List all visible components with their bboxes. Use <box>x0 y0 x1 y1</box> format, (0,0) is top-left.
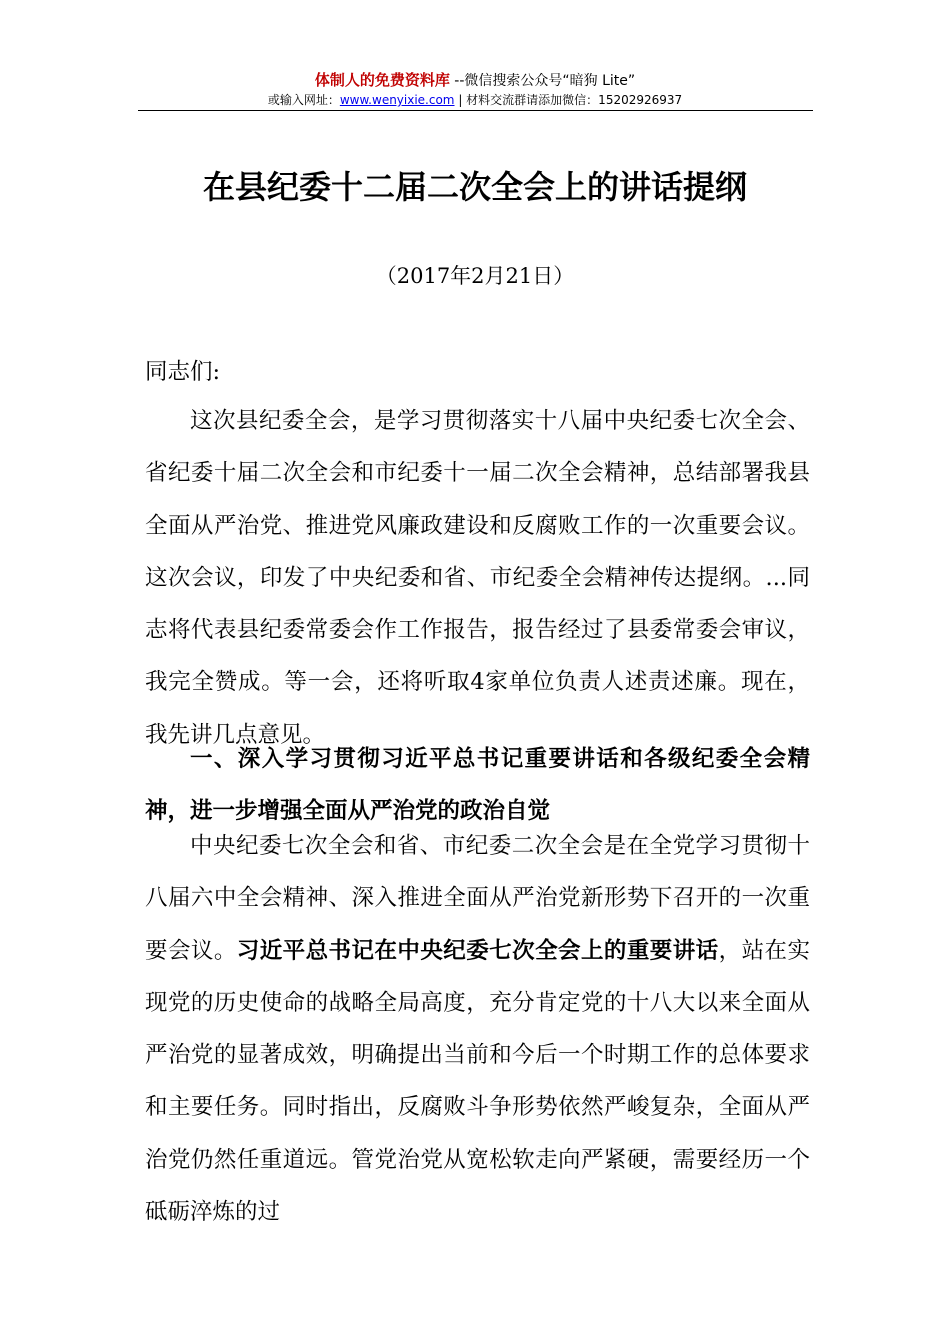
header-tagline: --微信搜索公众号“暗狗 Lite” <box>454 73 636 89</box>
page-header <box>0 70 950 109</box>
header-divider <box>138 110 813 111</box>
document-date: （2017年2月21日） <box>375 264 575 288</box>
document-title: 在县纪委十二届二次全会上的讲话提纲 <box>202 168 747 206</box>
brand-name: 体制人的免费资料库 <box>314 71 450 89</box>
salutation: 同志们: <box>145 359 221 385</box>
header-line-1 <box>0 70 950 91</box>
paragraph-section-1 <box>145 820 810 1238</box>
paragraph-intro: 这次县纪委全会，是学习贯彻落实十八届中央纪委七次全会、省纪委十届二次全会和市纪委十一届二次全会精神，总结部署我县全面从严治党、推进党风廉政建设和反腐败工作的一次重要会议。这次会议，印发了中央纪委和省、市纪委全会精神传达提纲。...同志将代表县纪委常委会作工作报告，报告经过了县委常委会审议，我完全赞成。等一会，还将听取4家单位负责人述责述廉。现在，我先讲几点意见。 <box>145 408 810 748</box>
url-prefix: 或输入网址： <box>267 93 340 107</box>
wechat-contact: | 材料交流群请添加微信：15202926937 <box>458 93 683 107</box>
section-heading-1: 一、深入学习贯彻习近平总书记重要讲话和各级纪委全会精神，进一步增强全面从严治党的政治自觉 <box>145 746 810 825</box>
bold-emphasis: 习近平总书记在中央纪委七次全会上的重要讲话 <box>236 937 719 964</box>
paragraph-text: 中央纪委七次全会和省、市纪委二次全会是在全党学习贯彻十八届六中全会精神、深入推进全面从严治党新形势下召开的一次重要会议。 <box>145 833 810 964</box>
header-line-2 <box>0 91 950 109</box>
paragraph-text-continued: ，站在实现党的历史使命的战略全局高度，充分肯定党的十八大以来全面从严治党的显著成效，明确提出当前和今后一个时期工作的总体要求和主要任务。同时指出，反腐败斗争形势依然严峻复杂，全面从严治党仍然任重道远。管党治党从宽松软走向严紧硬，需要经历一个砥砺淬炼的过 <box>145 937 810 1226</box>
website-link[interactable]: www.wenyixie.com <box>339 93 455 107</box>
